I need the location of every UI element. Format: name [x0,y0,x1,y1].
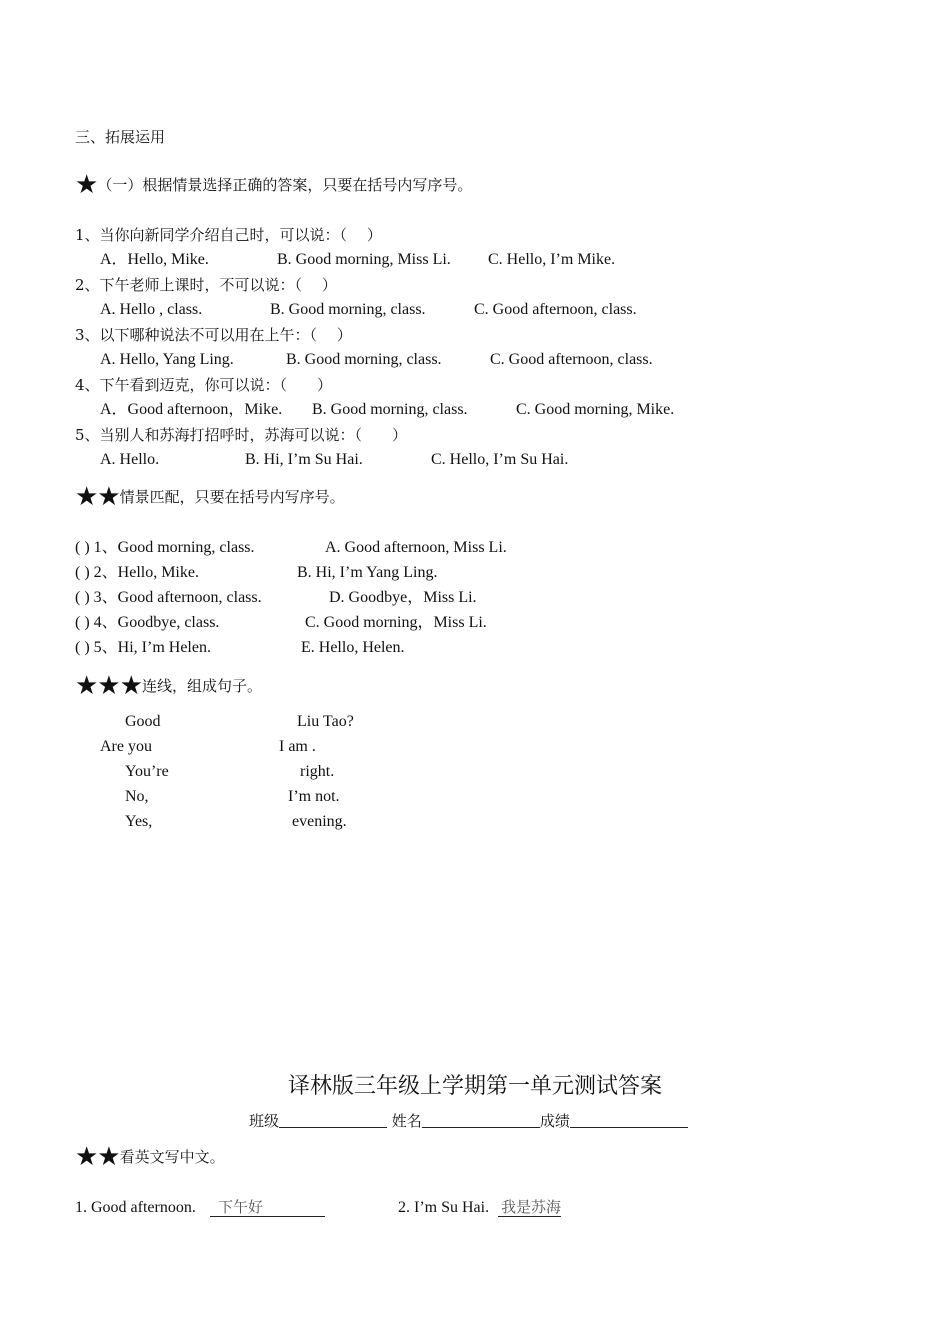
match-right-3: D. Goodbye，Miss Li. [329,589,477,606]
match-left-5: ( ) 5、Hi, I’m Helen. [75,639,211,656]
link-right-3: right. [300,763,335,780]
match-right-4: C. Good morning，Miss Li. [305,614,487,631]
q4-option-a: A．Good afternoon，Mike. [100,401,283,418]
match-right-5: E. Hello, Helen. [301,639,405,656]
link-left-4: No, [125,788,149,805]
link-left-1: Good [125,713,161,730]
star-icon: ★★★ [75,671,142,701]
q1-option-b: B. Good morning, Miss Li. [277,251,451,268]
q5-option-b: B. Hi, I’m Su Hai. [245,451,363,468]
q2-option-a: A. Hello , class. [100,301,203,318]
q5-option-c: C. Hello, I’m Su Hai. [431,451,569,468]
question-4: 4、下午看到迈克，你可以说：（ ） [75,376,333,394]
answers-instruction-line [75,1144,225,1170]
link-right-4: I’m not. [288,788,340,805]
score-label: 成绩 [539,1112,570,1130]
link-left-3: You’re [125,763,169,780]
part3-instruction-line [75,673,262,699]
star-icon: ★ [75,170,98,200]
q1-option-a: A．Hello, Mike. [100,251,209,268]
score-blank[interactable] [570,1111,688,1128]
q4-option-c: C. Good morning, Mike. [516,401,675,418]
q5-option-a: A. Hello. [100,451,160,468]
question-2: 2、下午老师上课时，不可以说：（ ） [75,276,337,294]
section-heading: 三、拓展运用 [75,128,166,146]
match-right-1: A. Good afternoon, Miss Li. [325,539,507,556]
q3-option-b: B. Good morning, class. [286,351,442,368]
name-label: 姓名 [391,1112,422,1130]
q1-option-c: C. Hello, I’m Mike. [488,251,616,268]
info-line [249,1111,688,1131]
part1-instruction-line [75,172,472,198]
q2-option-b: B. Good morning, class. [270,301,426,318]
star-icon: ★★ [75,482,120,512]
match-left-4: ( ) 4、Goodbye, class. [75,614,220,631]
q3-option-a: A. Hello, Yang Ling. [100,351,234,368]
class-blank[interactable] [279,1111,387,1128]
q2-option-c: C. Good afternoon, class. [474,301,637,318]
question-3: 3、以下哪种说法不可以用在上午：（ ） [75,326,352,344]
answer-a1-wrap [210,1197,325,1217]
class-label: 班级 [249,1112,280,1130]
answers-instruction: 看英文写中文。 [119,1148,225,1166]
link-left-2: Are you [100,738,152,755]
part1-instruction: （一）根据情景选择正确的答案，只要在括号内写序号。 [97,176,473,194]
q3-option-c: C. Good afternoon, class. [490,351,653,368]
answer-q1: 1. Good afternoon. [75,1199,196,1216]
q4-option-b: B. Good morning, class. [312,401,468,418]
link-right-5: evening. [292,813,347,830]
answers-title: 译林版三年级上学期第一单元测试答案 [287,1074,662,1099]
link-right-1: Liu Tao? [297,713,354,730]
star-icon: ★★ [75,1142,120,1172]
match-left-3: ( ) 3、Good afternoon, class. [75,589,262,606]
name-blank[interactable] [422,1111,540,1128]
answer-a2-wrap [498,1197,561,1217]
part3-instruction: 连线，组成句子。 [141,677,262,695]
match-right-2: B. Hi, I’m Yang Ling. [297,564,438,581]
question-1: 1、当你向新同学介绍自己时，可以说：（ ） [75,226,382,244]
part2-instruction: 情景匹配，只要在括号内写序号。 [119,488,345,506]
answer-q2: 2. I’m Su Hai. [398,1199,490,1216]
answer-a2: 我是苏海 [498,1198,561,1217]
part2-instruction-line [75,484,345,510]
match-left-1: ( ) 1、Good morning, class. [75,539,255,556]
link-left-5: Yes, [125,813,153,830]
match-left-2: ( ) 2、Hello, Mike. [75,564,199,581]
link-right-2: I am . [279,738,316,755]
answer-a1: 下午好 [210,1198,325,1217]
question-5: 5、当别人和苏海打招呼时，苏海可以说：（ ） [75,426,408,444]
